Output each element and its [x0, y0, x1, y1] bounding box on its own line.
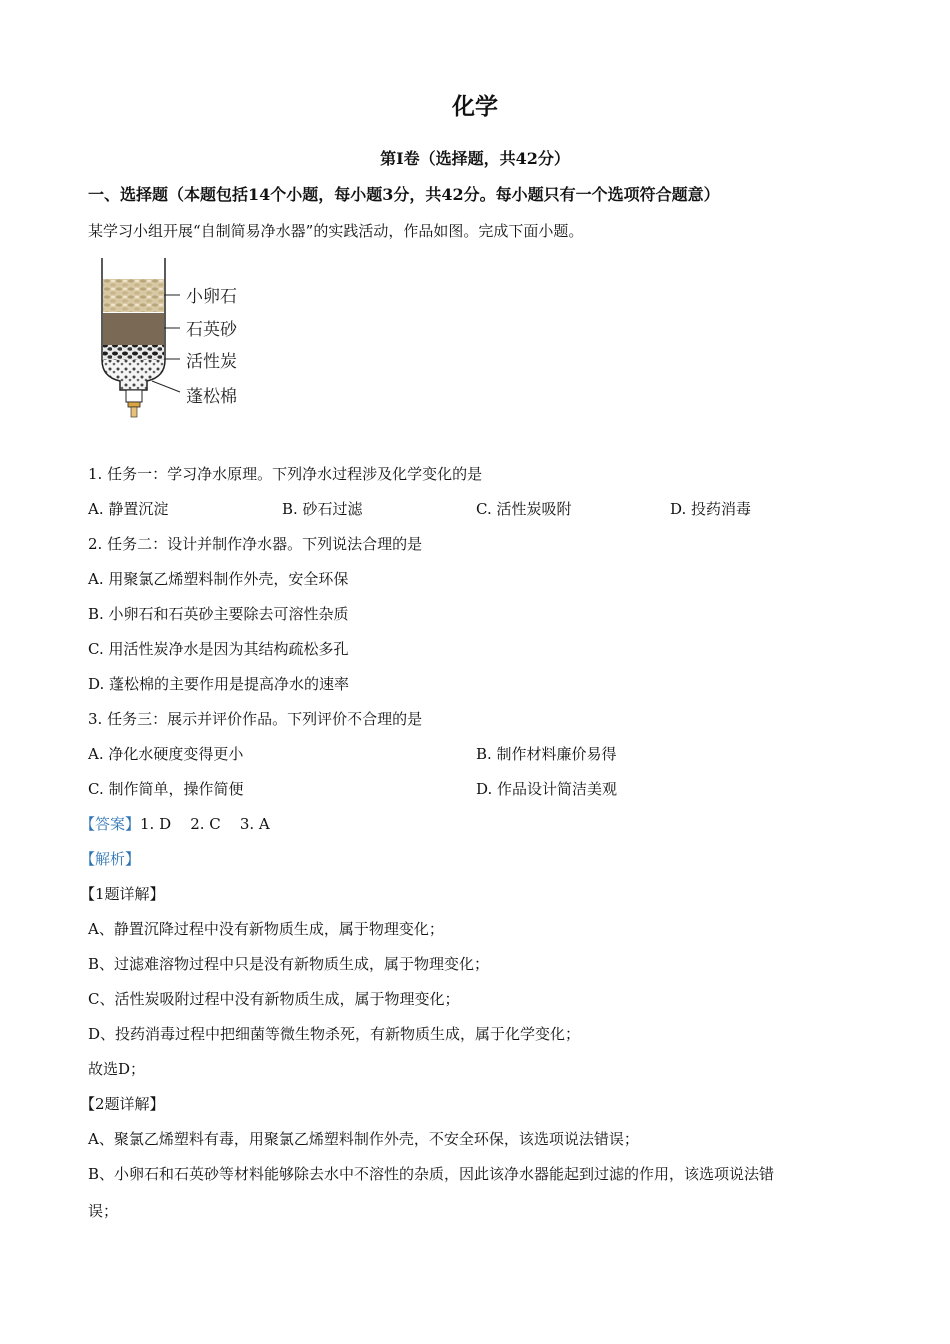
q3-option-d: D. 作品设计简洁美观 — [476, 780, 618, 798]
detail-1-heading: 【1题详解】 — [80, 885, 165, 903]
detail-1-line: B、过滤难溶物过程中只是没有新物质生成，属于物理变化； — [88, 955, 490, 973]
q1-option-a: A. 静置沉淀 — [88, 500, 169, 518]
page-title: 化学 — [452, 93, 498, 120]
question-3-stem: 3. 任务三：展示并评价作品。下列评价不合理的是 — [88, 710, 423, 728]
detail-1-line: 故选D； — [88, 1060, 146, 1078]
water-purifier-figure — [92, 255, 262, 425]
q3-option-c: C. 制作简单，操作简便 — [88, 780, 244, 798]
q1-option-c: C. 活性炭吸附 — [476, 500, 572, 518]
quartz-sand-layer — [103, 313, 164, 345]
q2-option-d: D. 蓬松棉的主要作用是提高净水的速率 — [88, 675, 350, 693]
answer-tag: 【答案】 — [80, 815, 141, 833]
q2-option-c: C. 用活性炭净水是因为其结构疏松多孔 — [88, 640, 349, 658]
q2-option-b: B. 小卵石和石英砂主要除去可溶性杂质 — [88, 605, 349, 623]
detail-1-line: A、静置沉降过程中没有新物质生成，属于物理变化； — [88, 920, 444, 938]
detail-1-line: C、活性炭吸附过程中没有新物质生成，属于物理变化； — [88, 990, 460, 1008]
question-2-stem: 2. 任务二：设计并制作净水器。下列说法合理的是 — [88, 535, 423, 553]
q1-option-d: D. 投药消毒 — [670, 500, 752, 518]
cotton-layer — [102, 360, 165, 390]
label-quartz-sand: 石英砂 — [186, 320, 237, 340]
detail-2-line: A、聚氯乙烯塑料有毒，用聚氯乙烯塑料制作外壳，不安全环保，该选项说法错误； — [88, 1130, 639, 1148]
detail-2-line: 误； — [88, 1202, 119, 1220]
detail-1-line: D、投药消毒过程中把细菌等微生物杀死，有新物质生成，属于化学变化； — [88, 1025, 581, 1043]
question-1-stem: 1. 任务一：学习净水原理。下列净水过程涉及化学变化的是 — [88, 465, 483, 483]
label-cotton: 蓬松棉 — [186, 387, 237, 407]
detail-2-line: B、小卵石和石英砂等材料能够除去水中不溶性的杂质，因此该净水器能起到过滤的作用，该选项说法错 — [88, 1165, 775, 1183]
q1-option-b: B. 砂石过滤 — [282, 500, 363, 518]
q3-option-b: B. 制作材料廉价易得 — [476, 745, 617, 763]
answer-line — [80, 813, 270, 834]
q2-option-a: A. 用聚氯乙烯塑料制作外壳，安全环保 — [88, 570, 349, 588]
part-title: 第I卷（选择题，共42分） — [380, 149, 570, 168]
intro-text: 某学习小组开展“自制简易净水器”的实践活动，作品如图。完成下面小题。 — [88, 222, 584, 240]
section-heading: 一、选择题（本题包括14个小题，每小题3分，共42分。每小题只有一个选项符合题意） — [88, 185, 720, 204]
pebble-layer — [103, 279, 164, 312]
label-pebbles: 小卵石 — [186, 287, 237, 307]
analysis-tag: 【解析】 — [80, 850, 141, 868]
answer-text: 1. D 2. C 3. A — [140, 815, 270, 833]
detail-2-heading: 【2题详解】 — [80, 1095, 165, 1113]
label-activated-carbon: 活性炭 — [186, 352, 237, 372]
q3-option-a: A. 净化水硬度变得更小 — [88, 745, 244, 763]
